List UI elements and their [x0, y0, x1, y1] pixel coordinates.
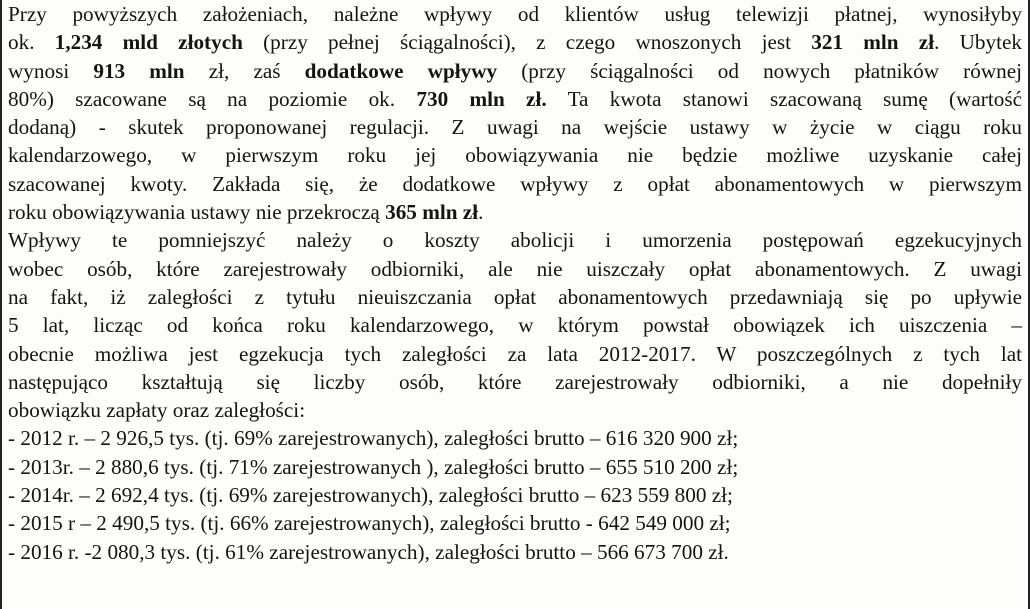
text-line: [8, 85, 1022, 113]
text-line: [8, 57, 1022, 85]
list-item: - 2012 r. – 2 926,5 tys. (tj. 69% zarejestrowanych), zaległości brutto – 616 320 900 zł;: [8, 426, 739, 451]
text-line: Przy powyższych założeniach, należne wpływy od klientów usług telewizji płatnej, wynosiłyby: [8, 2, 1022, 26]
text-line: [8, 198, 1022, 226]
text-run: Ta kwota stanowi szacowaną sumę (wartość: [546, 86, 1022, 111]
text-run: .: [478, 200, 484, 225]
bold-amount: 321 mln zł: [811, 30, 935, 55]
text-run: (przy pełnej ściągalności), z czego wnoszonych jest: [242, 30, 812, 55]
text-line: na fakt, iż zaległości z tytułu nieuiszczania opłat abonamentowych przedawniają się po upływie: [8, 284, 1022, 309]
text-line: Wpływy te pomniejszyć należy o koszty abolicji i umorzenia postępowań egzekucyjnych: [8, 228, 1022, 253]
text-line: obowiązku zapłaty oraz zaległości:: [8, 398, 306, 423]
text-line: następująco kształtują się liczby osób, które zarejestrowały odbiorniki, a nie dopełniły: [8, 369, 1022, 394]
text-run: 80%) szacowane są na poziomie ok.: [8, 86, 417, 111]
text-run: wynosi: [8, 58, 94, 83]
document-body: [8, 0, 1022, 566]
text-line: wobec osób, które zarejestrowały odbiorniki, ale nie uiszczały opłat abonamentowych. Z uwagi: [8, 256, 1022, 281]
bold-amount: 1,234 mld złotych: [54, 30, 243, 55]
list-item: - 2013r. – 2 880,6 tys. (tj. 71% zarejestrowanych ), zaległości brutto – 655 510 200 zł;: [8, 454, 739, 479]
bold-amount: 730 mln zł.: [416, 86, 547, 111]
paragraph-revenue-estimate: [8, 0, 1022, 226]
text-line: [8, 28, 1022, 56]
list-item: - 2016 r. -2 080,3 tys. (tj. 61% zarejestrowanych), zaległości brutto – 566 673 700 zł.: [8, 539, 729, 564]
text-run: (przy ściągalności od nowych płatników równej: [497, 58, 1022, 83]
arrears-list: [8, 424, 1022, 565]
text-run: . Ubytek: [934, 30, 1023, 55]
paragraph-arrears: [8, 226, 1022, 424]
text-line: kalendarzowego, w pierwszym roku jej obowiązywania nie będzie możliwe uzyskanie całej: [8, 143, 1022, 168]
text-line: obecnie możliwa jest egzekucja tych zaległości za lata 2012-2017. W poszczególnych z tych lat: [8, 341, 1022, 366]
text-line: dodaną) - skutek proponowanej regulacji. Z uwagi na wejście ustawy w życie w ciągu roku: [8, 115, 1022, 140]
bold-amount: 913 mln: [93, 58, 185, 83]
bold-amount: 365 mln zł: [385, 200, 479, 225]
text-run: zł, zaś: [184, 58, 305, 83]
text-run: roku obowiązywania ustawy nie przekroczą: [8, 200, 386, 225]
text-run: ok.: [8, 30, 55, 55]
bold-phrase: dodatkowe wpływy: [304, 58, 498, 83]
text-line: 5 lat, licząc od końca roku kalendarzowego, w którym powstał obowiązek ich uiszczenia –: [8, 313, 1022, 338]
list-item: - 2015 r – 2 490,5 tys. (tj. 66% zarejestrowanych), zaległości brutto - 642 549 000 zł;: [8, 511, 731, 536]
text-line: szacowanej kwoty. Zakłada się, że dodatkowe wpływy z opłat abonamentowych w pierwszym: [8, 171, 1022, 196]
list-item: - 2014r. – 2 692,4 tys. (tj. 69% zarejestrowanych), zaległości brutto – 623 559 800 zł;: [8, 483, 733, 508]
